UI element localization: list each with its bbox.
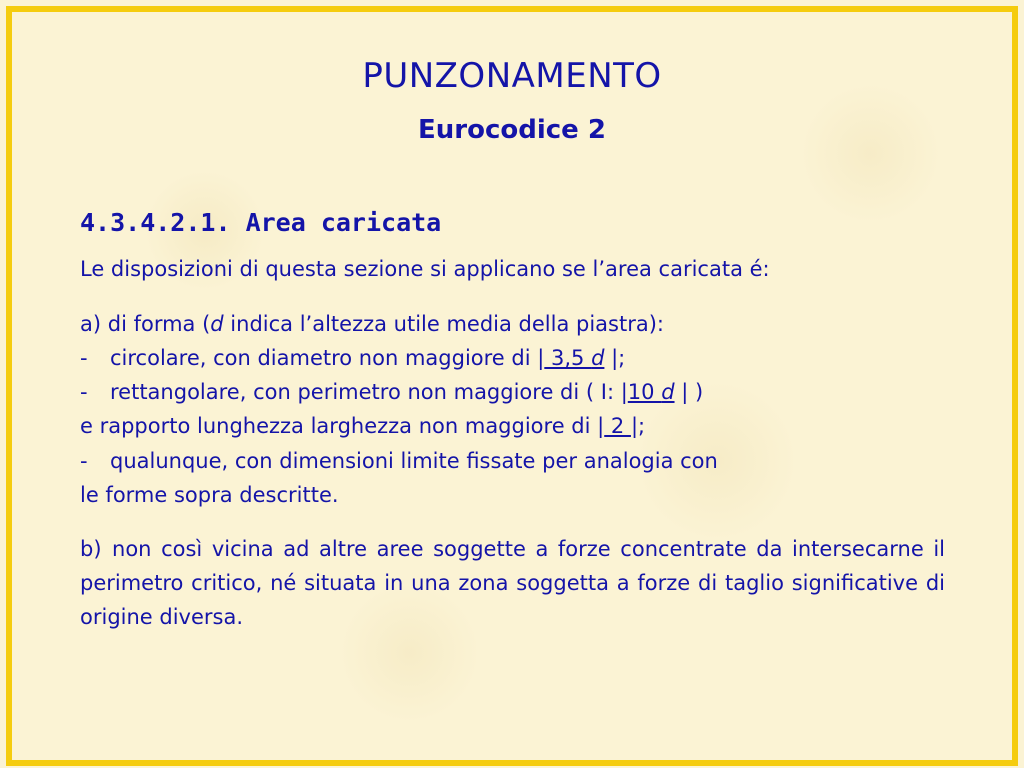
item-a — [80, 312, 664, 336]
section-heading: 4.3.4.2.1. Area caricata — [80, 208, 442, 237]
rettangolare-value: 10 d — [627, 380, 675, 404]
item-a-suffix: indica l’altezza utile media della piastra): — [223, 312, 664, 336]
bullet-qualunque — [80, 449, 718, 473]
item-a-prefix: a) di forma ( — [80, 312, 211, 336]
slide-title: PUNZONAMENTO — [362, 56, 662, 96]
rapporto-value: 2 — [604, 414, 631, 438]
item-a-d: d — [210, 312, 224, 336]
circolare-text: circolare, con diametro non maggiore di | — [110, 346, 545, 370]
bullet-dash: - — [80, 346, 88, 370]
rapporto-text: e rapporto lunghezza larghezza non maggiore di | — [80, 414, 605, 438]
slide-subtitle: Eurocodice 2 — [418, 115, 606, 145]
rettangolare-end: | ) — [674, 380, 704, 404]
bullet-circolare — [80, 346, 625, 370]
rapporto-line — [80, 414, 645, 438]
intro-text: Le disposizioni di questa sezione si applicano se l’area caricata é: — [80, 257, 770, 281]
bullet-dash: - — [80, 449, 88, 473]
rettangolare-text: rettangolare, con perimetro non maggiore di ( I: | — [110, 380, 628, 404]
rapporto-end: |; — [630, 414, 646, 438]
circolare-end: |; — [604, 346, 626, 370]
qualunque-text: qualunque, con dimensioni limite fissate per analogia con — [110, 449, 718, 473]
forme-line: le forme sopra descritte. — [80, 483, 339, 507]
bullet-rettangolare — [80, 380, 703, 404]
circolare-value: 3,5 d — [544, 346, 605, 370]
item-b: b) non così vicina ad altre aree soggette a forze concentrate da intersecarne il perimetro critico, né situata in una zona soggetta a forze di taglio significative di origine diversa. — [80, 537, 945, 629]
bullet-dash: - — [80, 380, 88, 404]
